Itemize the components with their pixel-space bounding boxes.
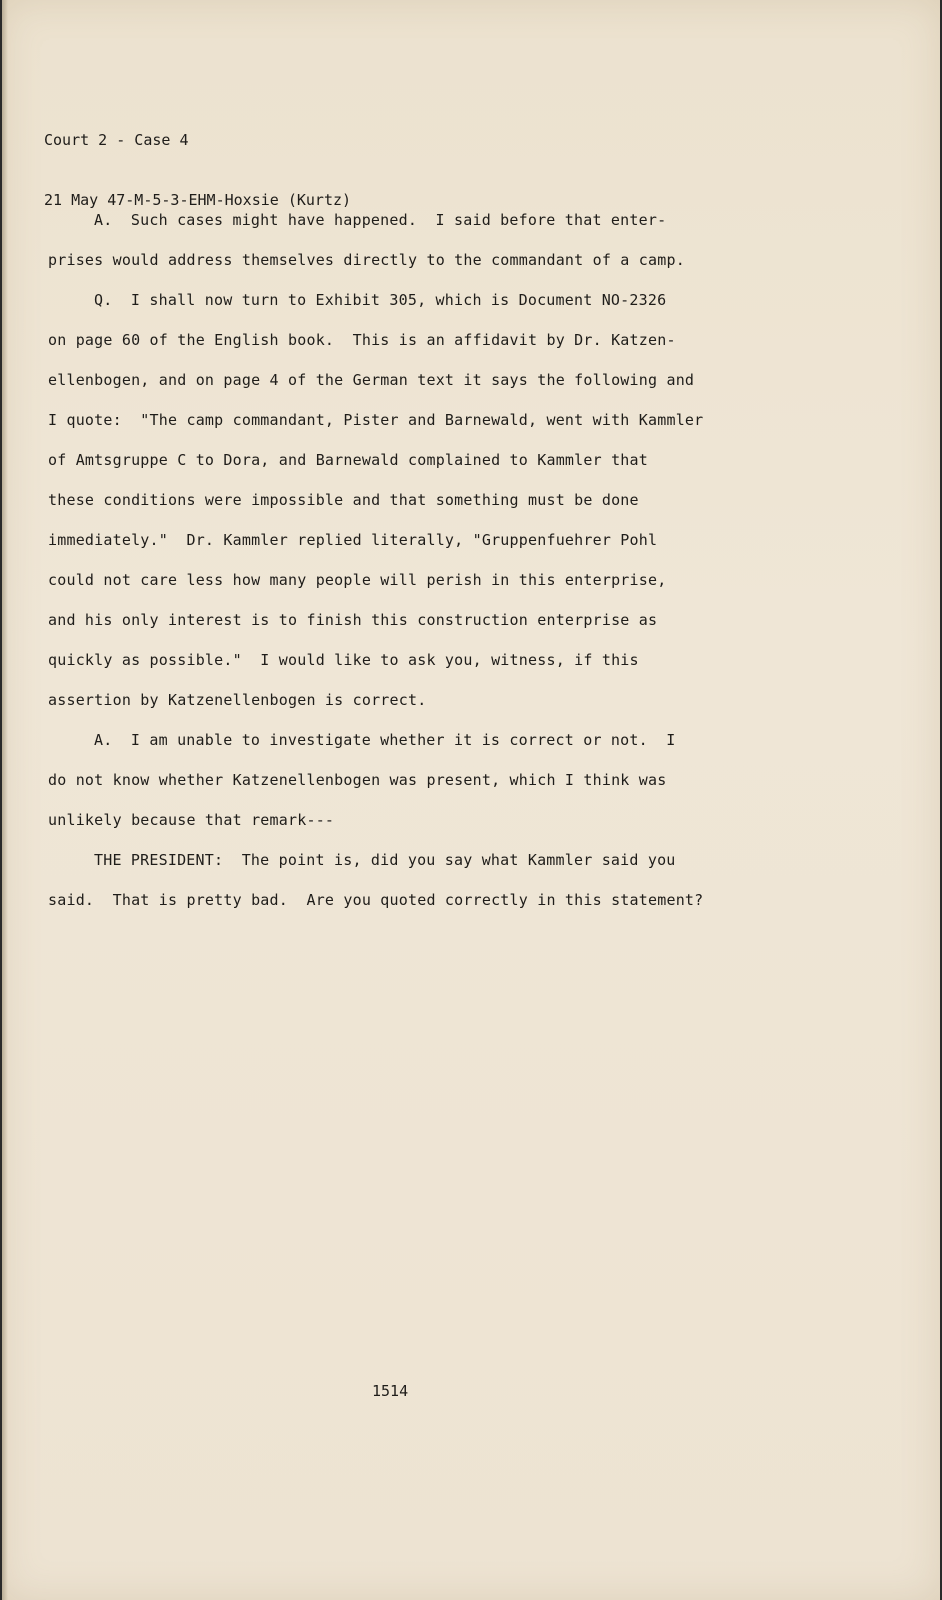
transcript-body [48,200,788,920]
transcript-line: THE PRESIDENT: The point is, did you say what Kammler said you [94,851,676,869]
transcript-line: prises would address themselves directly to the commandant of a camp. [48,251,685,269]
transcript-line: unlikely because that remark--- [48,811,335,829]
transcript-line: of Amtsgruppe C to Dora, and Barnewald complained to Kammler that [48,451,648,469]
document-page [2,0,940,1600]
transcript-line: A. Such cases might have happened. I said before that enter- [94,211,667,229]
transcript-line: I quote: "The camp commandant, Pister and Barnewald, went with Kammler [48,411,704,429]
transcript-line: quickly as possible." I would like to ask you, witness, if this [48,651,639,669]
case-header-line-1: Court 2 - Case 4 [44,131,189,149]
transcript-line: ellenbogen, and on page 4 of the German text it says the following and [48,371,695,389]
page-edge [2,0,8,1600]
case-header-line-2: 21 May 47-M-5-3-EHM-Hoxsie (Kurtz) [44,191,352,209]
transcript-line: A. I am unable to investigate whether it is correct or not. I [94,731,676,749]
transcript-line: and his only interest is to finish this construction enterprise as [48,611,658,629]
transcript-line: these conditions were impossible and that something must be done [48,491,639,509]
transcript-line: do not know whether Katzenellenbogen was present, which I think was [48,771,667,789]
transcript-line: could not care less how many people will perish in this enterprise, [48,571,667,589]
transcript-line: immediately." Dr. Kammler replied literally, "Gruppenfuehrer Pohl [48,531,658,549]
transcript-line: assertion by Katzenellenbogen is correct. [48,691,427,709]
transcript-line: said. That is pretty bad. Are you quoted correctly in this statement? [48,891,704,909]
page-number: 1514 [372,1382,409,1400]
transcript-line: Q. I shall now turn to Exhibit 305, which is Document NO-2326 [94,291,667,309]
transcript-line: on page 60 of the English book. This is an affidavit by Dr. Katzen- [48,331,676,349]
